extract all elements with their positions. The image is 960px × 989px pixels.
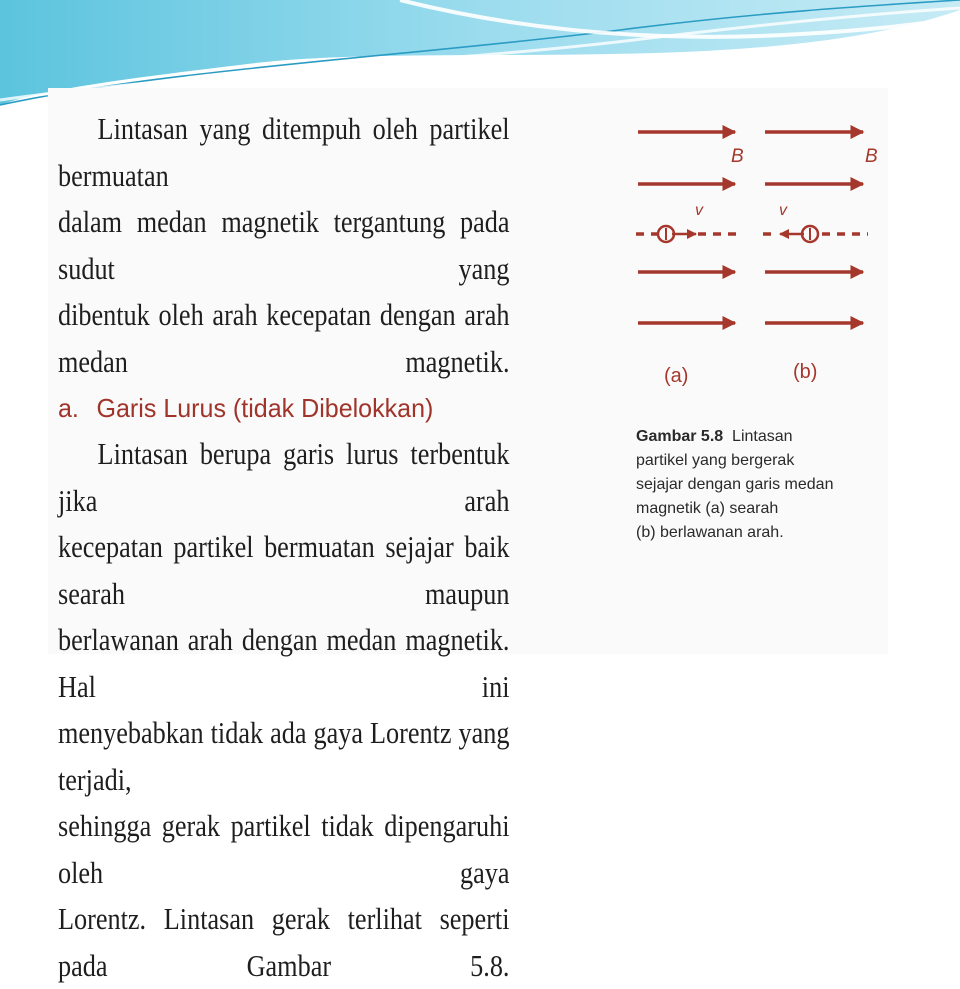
- section-number: a.: [58, 393, 79, 423]
- section-title: Garis Lurus (tidak Dibelokkan): [96, 393, 434, 423]
- paragraph-2-line-1: Lintasan berupa garis lurus terbentuk jika arah: [58, 437, 510, 518]
- page-scan: [48, 88, 888, 983]
- paragraph-2-line-2: kecepatan partikel bermuatan sejajar baik searah maupun: [58, 530, 510, 611]
- caption-line-4: magnetik (a) searah: [636, 500, 779, 517]
- figure-5-8-diagram: [628, 110, 888, 390]
- caption-text-1: Lintasan: [732, 428, 793, 445]
- velocity-label-b: v: [779, 202, 787, 219]
- section-heading: [58, 385, 564, 431]
- caption-line-3: sejajar dengan garis medan: [636, 476, 834, 493]
- paragraph-1-line-2: dalam medan magnetik tergantung pada sudut yang: [58, 205, 510, 286]
- field-label-b: B: [865, 146, 878, 167]
- caption-line-5: (b) berlawanan arah.: [636, 524, 784, 541]
- panel-a: [636, 132, 740, 323]
- field-label-a: B: [731, 146, 744, 167]
- caption-label: Gambar 5.8: [636, 428, 724, 445]
- paragraph-2-line-3: berlawanan arah dengan medan magnetik. Hal ini: [58, 623, 510, 704]
- paragraph-1-line-3: dibentuk oleh arah kecepatan dengan arah medan magnetik.: [58, 298, 510, 379]
- velocity-label-a: v: [695, 202, 703, 219]
- body-text: [58, 106, 510, 989]
- panel-a-label: (a): [664, 365, 689, 387]
- caption-line-2: partikel yang bergerak: [636, 452, 795, 469]
- panel-b-label: (b): [793, 361, 818, 383]
- caption-line-1: [636, 425, 876, 449]
- figure-caption: [636, 425, 876, 545]
- panel-b: [763, 132, 868, 323]
- paragraph-1-line-1: Lintasan yang ditempuh oleh partikel bermuatan: [58, 112, 510, 193]
- paragraph-2-line-5: sehingga gerak partikel tidak dipengaruhi oleh gaya: [58, 809, 510, 890]
- paragraph-2-line-6: Lorentz. Lintasan gerak terlihat seperti pada Gambar 5.8.: [58, 902, 510, 983]
- paragraph-2-line-4: menyebabkan tidak ada gaya Lorentz yang terjadi,: [58, 716, 510, 797]
